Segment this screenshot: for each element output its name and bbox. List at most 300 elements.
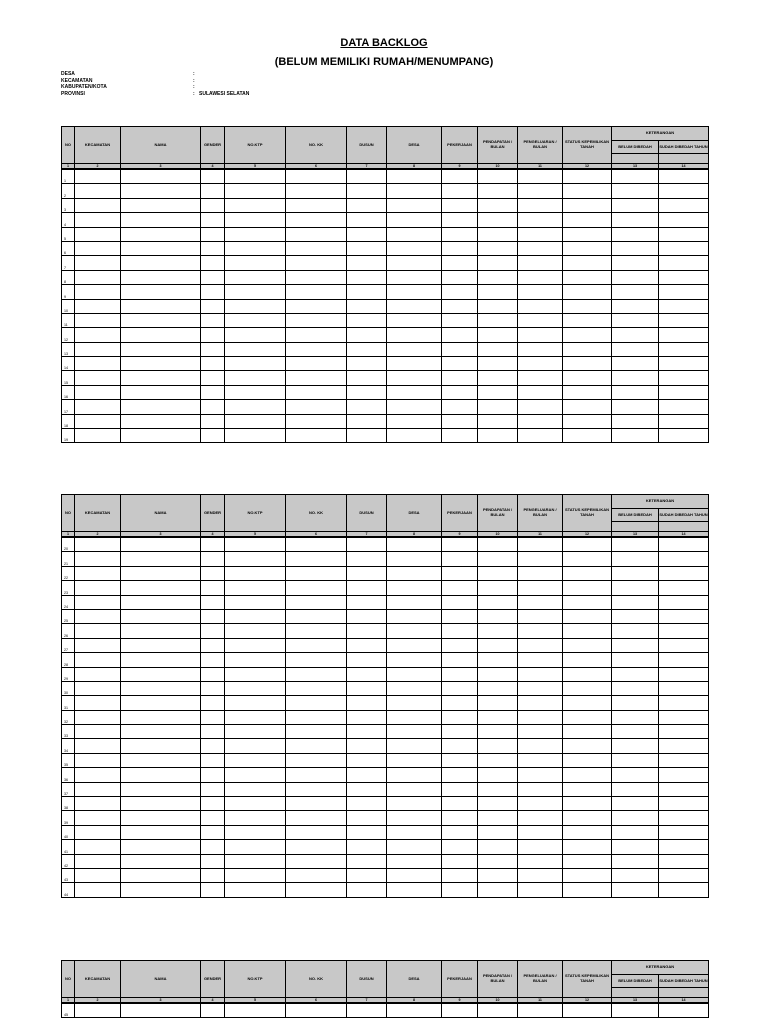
data-cell[interactable] [387, 313, 442, 327]
data-cell[interactable] [387, 227, 442, 241]
data-cell[interactable] [612, 825, 659, 839]
data-cell[interactable] [659, 270, 709, 284]
data-cell[interactable] [563, 328, 612, 342]
data-cell[interactable] [563, 400, 612, 414]
data-cell[interactable] [225, 213, 286, 227]
data-cell[interactable] [563, 710, 612, 724]
data-cell[interactable] [225, 638, 286, 652]
data-cell[interactable] [121, 883, 201, 897]
data-cell[interactable] [225, 313, 286, 327]
data-cell[interactable] [75, 537, 121, 552]
data-cell[interactable] [442, 241, 478, 255]
data-cell[interactable] [75, 227, 121, 241]
data-cell[interactable] [478, 400, 518, 414]
data-cell[interactable] [75, 414, 121, 428]
data-cell[interactable] [518, 400, 563, 414]
data-cell[interactable] [75, 299, 121, 313]
data-cell[interactable] [518, 213, 563, 227]
data-cell[interactable] [612, 169, 659, 184]
data-cell[interactable] [225, 429, 286, 443]
data-cell[interactable] [442, 825, 478, 839]
data-cell[interactable] [478, 653, 518, 667]
data-cell[interactable] [659, 357, 709, 371]
data-cell[interactable] [518, 739, 563, 753]
data-cell[interactable] [387, 883, 442, 897]
data-cell[interactable] [201, 429, 225, 443]
data-cell[interactable] [286, 595, 347, 609]
data-cell[interactable] [286, 696, 347, 710]
data-cell[interactable] [518, 883, 563, 897]
data-cell[interactable] [659, 169, 709, 184]
data-cell[interactable] [225, 725, 286, 739]
data-cell[interactable] [75, 825, 121, 839]
data-cell[interactable] [442, 169, 478, 184]
data-cell[interactable] [563, 371, 612, 385]
data-cell[interactable] [225, 854, 286, 868]
data-cell[interactable] [478, 371, 518, 385]
data-cell[interactable] [442, 624, 478, 638]
data-cell[interactable] [75, 342, 121, 356]
data-cell[interactable] [659, 537, 709, 552]
data-cell[interactable] [286, 429, 347, 443]
data-cell[interactable] [442, 213, 478, 227]
data-cell[interactable] [201, 710, 225, 724]
data-cell[interactable] [225, 256, 286, 270]
data-cell[interactable] [518, 256, 563, 270]
data-cell[interactable] [286, 198, 347, 212]
data-cell[interactable] [478, 725, 518, 739]
data-cell[interactable] [612, 868, 659, 882]
data-cell[interactable] [286, 537, 347, 552]
data-cell[interactable] [347, 552, 387, 566]
data-cell[interactable] [225, 811, 286, 825]
data-cell[interactable] [442, 371, 478, 385]
data-cell[interactable] [442, 854, 478, 868]
data-cell[interactable] [201, 537, 225, 552]
data-cell[interactable] [442, 653, 478, 667]
data-cell[interactable] [563, 782, 612, 796]
data-cell[interactable] [387, 782, 442, 796]
data-cell[interactable] [518, 414, 563, 428]
data-cell[interactable] [225, 782, 286, 796]
data-cell[interactable] [612, 285, 659, 299]
data-cell[interactable] [75, 566, 121, 580]
data-cell[interactable] [387, 825, 442, 839]
data-cell[interactable] [286, 581, 347, 595]
data-cell[interactable] [612, 256, 659, 270]
data-cell[interactable] [518, 710, 563, 724]
data-cell[interactable] [75, 270, 121, 284]
data-cell[interactable] [563, 868, 612, 882]
data-cell[interactable] [121, 638, 201, 652]
data-cell[interactable] [201, 198, 225, 212]
data-cell[interactable] [121, 227, 201, 241]
data-cell[interactable] [612, 782, 659, 796]
data-cell[interactable] [478, 739, 518, 753]
data-cell[interactable] [442, 883, 478, 897]
data-cell[interactable] [121, 328, 201, 342]
data-cell[interactable] [563, 313, 612, 327]
data-cell[interactable] [442, 429, 478, 443]
data-cell[interactable] [612, 710, 659, 724]
data-cell[interactable] [442, 256, 478, 270]
data-cell[interactable] [387, 739, 442, 753]
data-cell[interactable] [478, 270, 518, 284]
data-cell[interactable] [201, 552, 225, 566]
data-cell[interactable] [563, 184, 612, 198]
data-cell[interactable] [75, 768, 121, 782]
data-cell[interactable] [387, 753, 442, 767]
data-cell[interactable] [478, 797, 518, 811]
data-cell[interactable] [121, 768, 201, 782]
data-cell[interactable] [121, 681, 201, 695]
data-cell[interactable] [347, 169, 387, 184]
data-cell[interactable] [225, 299, 286, 313]
data-cell[interactable] [442, 868, 478, 882]
data-cell[interactable] [387, 169, 442, 184]
data-cell[interactable] [442, 710, 478, 724]
data-cell[interactable] [387, 811, 442, 825]
data-cell[interactable] [442, 595, 478, 609]
data-cell[interactable] [225, 227, 286, 241]
data-cell[interactable] [442, 385, 478, 399]
data-cell[interactable] [563, 667, 612, 681]
data-cell[interactable] [347, 342, 387, 356]
data-cell[interactable] [563, 342, 612, 356]
data-cell[interactable] [478, 667, 518, 681]
data-cell[interactable] [225, 710, 286, 724]
data-cell[interactable] [347, 595, 387, 609]
data-cell[interactable] [347, 797, 387, 811]
data-cell[interactable] [75, 868, 121, 882]
data-cell[interactable] [347, 681, 387, 695]
data-cell[interactable] [387, 681, 442, 695]
data-cell[interactable] [659, 313, 709, 327]
data-cell[interactable] [478, 840, 518, 854]
data-cell[interactable] [225, 868, 286, 882]
data-cell[interactable] [563, 609, 612, 623]
data-cell[interactable] [347, 198, 387, 212]
data-cell[interactable] [347, 537, 387, 552]
data-cell[interactable] [387, 566, 442, 580]
data-cell[interactable] [225, 328, 286, 342]
data-cell[interactable] [518, 299, 563, 313]
data-cell[interactable] [659, 681, 709, 695]
data-cell[interactable] [75, 552, 121, 566]
data-cell[interactable] [518, 313, 563, 327]
data-cell[interactable] [442, 299, 478, 313]
data-cell[interactable] [75, 400, 121, 414]
data-cell[interactable] [121, 696, 201, 710]
data-cell[interactable] [612, 753, 659, 767]
data-cell[interactable] [612, 552, 659, 566]
data-cell[interactable] [75, 840, 121, 854]
data-cell[interactable] [659, 581, 709, 595]
data-cell[interactable] [121, 797, 201, 811]
data-cell[interactable] [478, 753, 518, 767]
data-cell[interactable] [201, 385, 225, 399]
data-cell[interactable] [442, 782, 478, 796]
data-cell[interactable] [286, 385, 347, 399]
data-cell[interactable] [612, 696, 659, 710]
data-cell[interactable] [518, 825, 563, 839]
data-cell[interactable] [563, 768, 612, 782]
data-cell[interactable] [659, 811, 709, 825]
data-cell[interactable] [286, 725, 347, 739]
data-cell[interactable] [201, 285, 225, 299]
data-cell[interactable] [659, 753, 709, 767]
data-cell[interactable] [387, 400, 442, 414]
data-cell[interactable] [75, 624, 121, 638]
data-cell[interactable] [442, 811, 478, 825]
data-cell[interactable] [387, 768, 442, 782]
data-cell[interactable] [518, 725, 563, 739]
data-cell[interactable] [387, 414, 442, 428]
data-cell[interactable] [121, 414, 201, 428]
data-cell[interactable] [659, 696, 709, 710]
data-cell[interactable] [121, 868, 201, 882]
data-cell[interactable] [286, 1003, 347, 1018]
data-cell[interactable] [612, 638, 659, 652]
data-cell[interactable] [121, 811, 201, 825]
data-cell[interactable] [75, 609, 121, 623]
data-cell[interactable] [612, 725, 659, 739]
data-cell[interactable] [121, 213, 201, 227]
data-cell[interactable] [442, 768, 478, 782]
data-cell[interactable] [347, 285, 387, 299]
data-cell[interactable] [442, 184, 478, 198]
data-cell[interactable] [563, 566, 612, 580]
data-cell[interactable] [75, 429, 121, 443]
data-cell[interactable] [286, 667, 347, 681]
data-cell[interactable] [518, 595, 563, 609]
data-cell[interactable] [387, 624, 442, 638]
data-cell[interactable] [612, 385, 659, 399]
data-cell[interactable] [563, 681, 612, 695]
data-cell[interactable] [121, 653, 201, 667]
data-cell[interactable] [75, 371, 121, 385]
data-cell[interactable] [612, 566, 659, 580]
data-cell[interactable] [286, 840, 347, 854]
data-cell[interactable] [347, 581, 387, 595]
data-cell[interactable] [659, 552, 709, 566]
data-cell[interactable] [121, 429, 201, 443]
data-cell[interactable] [478, 854, 518, 868]
data-cell[interactable] [387, 725, 442, 739]
data-cell[interactable] [286, 624, 347, 638]
data-cell[interactable] [121, 285, 201, 299]
data-cell[interactable] [201, 270, 225, 284]
data-cell[interactable] [286, 357, 347, 371]
data-cell[interactable] [387, 1003, 442, 1018]
data-cell[interactable] [612, 768, 659, 782]
data-cell[interactable] [518, 753, 563, 767]
data-cell[interactable] [347, 696, 387, 710]
data-cell[interactable] [121, 371, 201, 385]
data-cell[interactable] [286, 313, 347, 327]
data-cell[interactable] [563, 854, 612, 868]
data-cell[interactable] [563, 414, 612, 428]
data-cell[interactable] [478, 883, 518, 897]
data-cell[interactable] [659, 609, 709, 623]
data-cell[interactable] [286, 681, 347, 695]
data-cell[interactable] [563, 1003, 612, 1018]
data-cell[interactable] [478, 624, 518, 638]
data-cell[interactable] [563, 811, 612, 825]
data-cell[interactable] [518, 537, 563, 552]
data-cell[interactable] [442, 566, 478, 580]
data-cell[interactable] [518, 653, 563, 667]
data-cell[interactable] [442, 328, 478, 342]
data-cell[interactable] [201, 696, 225, 710]
data-cell[interactable] [225, 184, 286, 198]
data-cell[interactable] [659, 241, 709, 255]
data-cell[interactable] [612, 681, 659, 695]
data-cell[interactable] [612, 357, 659, 371]
data-cell[interactable] [75, 184, 121, 198]
data-cell[interactable] [659, 797, 709, 811]
data-cell[interactable] [659, 342, 709, 356]
data-cell[interactable] [563, 241, 612, 255]
data-cell[interactable] [347, 638, 387, 652]
data-cell[interactable] [75, 811, 121, 825]
data-cell[interactable] [201, 797, 225, 811]
data-cell[interactable] [347, 241, 387, 255]
data-cell[interactable] [387, 797, 442, 811]
data-cell[interactable] [201, 342, 225, 356]
data-cell[interactable] [387, 609, 442, 623]
data-cell[interactable] [225, 624, 286, 638]
data-cell[interactable] [659, 667, 709, 681]
data-cell[interactable] [121, 624, 201, 638]
data-cell[interactable] [659, 184, 709, 198]
data-cell[interactable] [225, 581, 286, 595]
data-cell[interactable] [286, 285, 347, 299]
data-cell[interactable] [347, 883, 387, 897]
data-cell[interactable] [121, 1003, 201, 1018]
data-cell[interactable] [563, 797, 612, 811]
data-cell[interactable] [75, 681, 121, 695]
data-cell[interactable] [201, 811, 225, 825]
data-cell[interactable] [75, 256, 121, 270]
data-cell[interactable] [75, 782, 121, 796]
data-cell[interactable] [518, 782, 563, 796]
data-cell[interactable] [387, 241, 442, 255]
data-cell[interactable] [478, 357, 518, 371]
data-cell[interactable] [121, 854, 201, 868]
data-cell[interactable] [442, 400, 478, 414]
data-cell[interactable] [201, 241, 225, 255]
data-cell[interactable] [286, 227, 347, 241]
data-cell[interactable] [75, 883, 121, 897]
data-cell[interactable] [121, 595, 201, 609]
data-cell[interactable] [478, 638, 518, 652]
data-cell[interactable] [75, 753, 121, 767]
data-cell[interactable] [225, 566, 286, 580]
data-cell[interactable] [347, 725, 387, 739]
data-cell[interactable] [518, 854, 563, 868]
data-cell[interactable] [121, 667, 201, 681]
data-cell[interactable] [612, 198, 659, 212]
data-cell[interactable] [201, 169, 225, 184]
data-cell[interactable] [612, 537, 659, 552]
data-cell[interactable] [347, 854, 387, 868]
data-cell[interactable] [518, 198, 563, 212]
data-cell[interactable] [286, 213, 347, 227]
data-cell[interactable] [225, 371, 286, 385]
data-cell[interactable] [563, 825, 612, 839]
data-cell[interactable] [347, 768, 387, 782]
data-cell[interactable] [612, 227, 659, 241]
data-cell[interactable] [478, 552, 518, 566]
data-cell[interactable] [612, 270, 659, 284]
data-cell[interactable] [659, 400, 709, 414]
data-cell[interactable] [225, 595, 286, 609]
data-cell[interactable] [387, 667, 442, 681]
data-cell[interactable] [201, 213, 225, 227]
data-cell[interactable] [286, 400, 347, 414]
data-cell[interactable] [518, 241, 563, 255]
data-cell[interactable] [563, 299, 612, 313]
data-cell[interactable] [201, 624, 225, 638]
data-cell[interactable] [442, 739, 478, 753]
data-cell[interactable] [121, 241, 201, 255]
data-cell[interactable] [387, 184, 442, 198]
data-cell[interactable] [478, 782, 518, 796]
data-cell[interactable] [659, 868, 709, 882]
data-cell[interactable] [225, 198, 286, 212]
data-cell[interactable] [225, 753, 286, 767]
data-cell[interactable] [563, 385, 612, 399]
data-cell[interactable] [201, 638, 225, 652]
data-cell[interactable] [563, 638, 612, 652]
data-cell[interactable] [347, 811, 387, 825]
data-cell[interactable] [563, 227, 612, 241]
data-cell[interactable] [286, 739, 347, 753]
data-cell[interactable] [347, 825, 387, 839]
data-cell[interactable] [387, 854, 442, 868]
data-cell[interactable] [478, 581, 518, 595]
data-cell[interactable] [612, 213, 659, 227]
data-cell[interactable] [225, 385, 286, 399]
data-cell[interactable] [478, 537, 518, 552]
data-cell[interactable] [75, 595, 121, 609]
data-cell[interactable] [387, 198, 442, 212]
data-cell[interactable] [201, 414, 225, 428]
data-cell[interactable] [518, 609, 563, 623]
data-cell[interactable] [225, 609, 286, 623]
data-cell[interactable] [347, 270, 387, 284]
data-cell[interactable] [75, 739, 121, 753]
data-cell[interactable] [612, 241, 659, 255]
data-cell[interactable] [478, 169, 518, 184]
data-cell[interactable] [659, 213, 709, 227]
data-cell[interactable] [478, 385, 518, 399]
data-cell[interactable] [201, 725, 225, 739]
data-cell[interactable] [387, 270, 442, 284]
data-cell[interactable] [75, 854, 121, 868]
data-cell[interactable] [478, 241, 518, 255]
data-cell[interactable] [286, 883, 347, 897]
data-cell[interactable] [225, 840, 286, 854]
data-cell[interactable] [478, 313, 518, 327]
data-cell[interactable] [201, 357, 225, 371]
data-cell[interactable] [347, 609, 387, 623]
data-cell[interactable] [347, 299, 387, 313]
data-cell[interactable] [201, 371, 225, 385]
data-cell[interactable] [518, 429, 563, 443]
data-cell[interactable] [225, 342, 286, 356]
